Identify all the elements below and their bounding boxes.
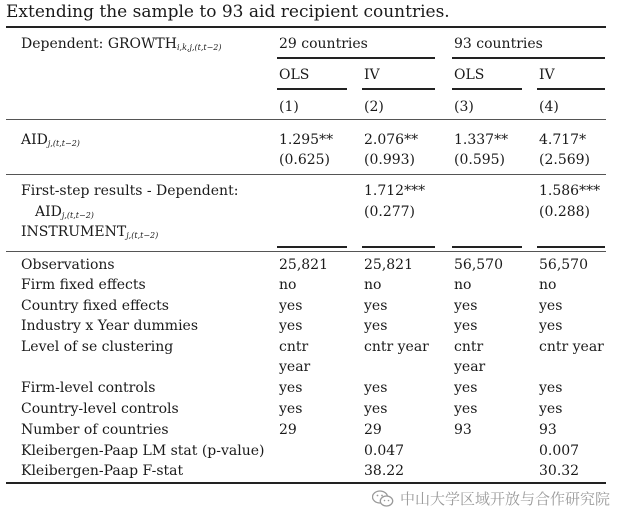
stat-cell: yes [454,318,478,334]
watermark-text: 中山大学区域开放与合作研究院 [399,490,610,508]
first-step-instrument: $INSTRUMENT_{j,(t,t-2)}$ [21,224,159,240]
group1-rule [277,57,435,59]
stat-row-label: Number of countries [21,422,169,438]
method-col3: OLS [454,67,485,83]
colnum-4: (4) [539,99,559,115]
aid-se-2: (0.993) [364,152,416,168]
group-93-countries: 93 countries [454,36,543,52]
first-step-coef-col4: 1.586*** [539,183,601,199]
stat-cell: cntr [279,339,309,355]
aid-se-1: (0.625) [279,152,331,168]
col2-stats-rule [362,246,435,248]
group2-rule [452,57,605,59]
group-29-countries: 29 countries [279,36,368,52]
aid-coef-4: 4.717* [539,132,587,148]
col1-stats-rule [277,246,347,248]
top-rule [6,26,606,28]
stat-cell: yes [364,298,388,314]
method-col4: IV [539,67,555,83]
stat-row-label: Country-level controls [21,401,179,417]
stat-cell: cntr year [539,339,604,355]
first-step-se-col2: (0.277) [364,204,416,220]
stat-cell: 29 [279,422,297,438]
aid-label: $AID_{j,(t,t-2)}$ [21,132,80,148]
stat-row-label: Industry x Year dummies [21,318,199,334]
stat-cell: yes [279,318,303,334]
stat-cell: 56,570 [454,257,503,273]
method-col2: IV [364,67,380,83]
stat-cell: yes [364,380,388,396]
stat-cell: 0.007 [539,443,580,459]
stat-cell-line2: year [454,359,486,375]
method-col1: OLS [279,67,310,83]
stat-cell: 93 [539,422,557,438]
stat-cell: no [539,277,557,293]
stat-cell: 56,570 [539,257,588,273]
stat-cell: 29 [364,422,382,438]
stat-cell: no [364,277,382,293]
stat-row-label: Level of se clustering [21,339,174,355]
stat-row-label: Firm fixed effects [21,277,146,293]
stat-cell: yes [454,298,478,314]
stat-cell: 25,821 [279,257,328,273]
col2-method-rule [362,88,435,90]
first-step-aid: $AID_{j,(t,t-2)}$ [35,204,94,220]
stat-cell: 38.22 [364,463,405,479]
col1-method-rule [277,88,347,90]
col3-stats-rule [452,246,522,248]
aid-bottom-rule [6,174,606,175]
table-caption: Extending the sample to 93 aid recipient countries. [6,2,450,22]
stat-row-label: Firm-level controls [21,380,156,396]
stat-cell: yes [539,380,563,396]
stat-cell: yes [364,401,388,417]
colnum-3: (3) [454,99,474,115]
stat-cell: yes [279,380,303,396]
aid-coef-2: 2.076** [364,132,419,148]
dependent-label: Dependent: $GROWTH_{i,k,j,(t,t-2)}$ [21,36,222,52]
first-step-se-col4: (0.288) [539,204,591,220]
bottom-rule [6,482,606,484]
stat-cell: yes [454,401,478,417]
stat-cell: yes [279,298,303,314]
stat-cell: cntr [454,339,484,355]
first-step-coef-col2: 1.712*** [364,183,426,199]
aid-coef-1: 1.295** [279,132,334,148]
colnum-1: (1) [279,99,299,115]
stat-cell: yes [454,380,478,396]
stat-cell: no [454,277,472,293]
stat-cell: 93 [454,422,472,438]
stat-row-label: Observations [21,257,115,273]
stat-cell: yes [279,401,303,417]
stat-cell: 25,821 [364,257,413,273]
stat-row-label: Kleibergen-Paap F-stat [21,463,184,479]
stat-cell: yes [539,298,563,314]
aid-se-3: (0.595) [454,152,506,168]
col3-method-rule [452,88,522,90]
stat-cell: no [279,277,297,293]
stat-cell: 0.047 [364,443,405,459]
aid-coef-3: 1.337** [454,132,509,148]
stat-cell: cntr year [364,339,429,355]
header-bottom-rule [6,119,606,120]
wechat-icon [372,490,394,508]
stat-row-label: Kleibergen-Paap LM stat (p-value) [21,443,265,459]
stat-row-label: Country fixed effects [21,298,169,314]
stat-cell: yes [539,318,563,334]
colnum-2: (2) [364,99,384,115]
first-step-label: First-step results - Dependent: [21,183,239,199]
aid-se-4: (2.569) [539,152,591,168]
stat-cell: yes [364,318,388,334]
stats-top-rule [6,251,606,252]
col4-stats-rule [537,246,605,248]
stat-cell: yes [539,401,563,417]
stat-cell-line2: year [279,359,311,375]
stat-cell: 30.32 [539,463,580,479]
watermark [372,488,610,509]
col4-method-rule [537,88,605,90]
